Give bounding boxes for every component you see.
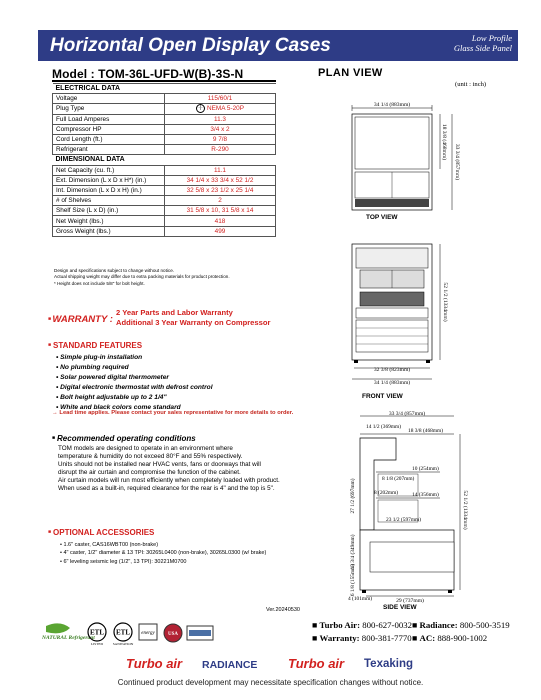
page-title: Horizontal Open Display Cases <box>50 35 331 56</box>
table-row <box>53 226 276 236</box>
dim-side-e: 8 (202mm) <box>374 490 399 496</box>
dim-side-b: 18 3/8 (468mm) <box>408 428 444 434</box>
table-row <box>53 206 276 216</box>
warranty-details <box>116 308 270 327</box>
etl-sanitation-logo <box>112 622 134 647</box>
table-row <box>53 185 276 195</box>
list-item: • 6" leveling seismic leg (1/2", 13 TPI): 30221M0700 <box>60 558 187 565</box>
side-view-drawing <box>330 410 510 605</box>
spec-label: Full Load Amperes <box>53 114 165 124</box>
dim-side-j: 52 1/2 (1334mm) <box>462 490 468 530</box>
spec-table <box>52 83 276 237</box>
contact-ac: ■ AC: 888-900-1002 <box>412 633 488 643</box>
dim-top-width: 34 1/4 (883mm) <box>373 102 411 108</box>
note-line: * Height does not include 5/8" for bolt height. <box>54 280 145 286</box>
usa-logo <box>162 622 184 647</box>
note-line: Actual shipping weight may differ due to extra packing materials for product protection. <box>54 274 230 280</box>
cert-text: NATURAL Refrigerant <box>42 635 95 641</box>
unit-label: (unit : inch) <box>455 81 487 88</box>
spec-value: ·|· NEMA 5-20P <box>165 104 276 114</box>
note-line: Design and specifications subject to change without notice. <box>54 268 175 273</box>
spec-value: 499 <box>165 226 276 236</box>
table-row <box>53 175 276 185</box>
contact-col-2 <box>412 619 510 645</box>
table-row <box>53 114 276 124</box>
brand-bar <box>118 654 448 674</box>
spec-label: Gross Weight (lbs.) <box>53 226 165 236</box>
turbo-air-logo: Turbo air <box>126 656 183 671</box>
dim-side-a: 14 1/2 (369mm) <box>366 424 402 430</box>
spec-label: Voltage <box>53 94 165 104</box>
version-label: Ver.20240530 <box>266 607 300 613</box>
text-line: Units should not be installed near HVAC vents, fans or doorways that will <box>58 460 261 468</box>
dimensional-heading: DIMENSIONAL DATA <box>53 155 276 165</box>
turbo-air-logo-2: Turbo air <box>288 656 345 671</box>
spec-label: Shelf Size (L x D) (in.) <box>53 206 165 216</box>
list-item: • 4" caster, 1/2" diameter & 13 TPI: 30265L0400 (non-brake), 30265L0300 (w/ brake) <box>60 550 267 557</box>
dim-side-d: 10 (254mm) <box>412 466 439 472</box>
text-line: Air curtain models will run most efficiently when completely loaded with product. <box>58 476 280 484</box>
spec-value: 9 7/8 <box>165 134 276 144</box>
radiance-logo: RADIANCE <box>202 659 258 671</box>
etl-logo <box>86 622 108 647</box>
features-heading: ■ STANDARD FEATURES <box>48 341 142 350</box>
front-view-label: FRONT VIEW <box>362 393 403 400</box>
list-item: • Simple plug-in installation <box>56 354 143 361</box>
list-item: • Bolt height adjustable up to 2 1/4" <box>56 394 167 401</box>
spec-label: Cord Length (ft.) <box>53 134 165 144</box>
dim-side-f: 14 (356mm) <box>412 492 439 498</box>
table-row <box>53 145 276 155</box>
electrical-heading: ELECTRICAL DATA <box>53 84 276 94</box>
contact-col-1 <box>312 619 412 645</box>
electrical-heading-row <box>53 84 276 94</box>
list-item: • White and black colors come standard <box>56 404 181 411</box>
spec-value: 31 5/8 x 10, 31 5/8 x 14 <box>165 206 276 216</box>
spec-label: Net Weight (lbs.) <box>53 216 165 226</box>
dim-side-c: 8 1/8 (207mm) <box>382 476 415 482</box>
spec-value: 34 1/4 x 33 3/4 x 52 1/2 <box>165 175 276 185</box>
spec-value: 11.1 <box>165 165 276 175</box>
spec-value: 11.3 <box>165 114 276 124</box>
table-row <box>53 216 276 226</box>
subtitle-line1: Low Profile <box>471 33 512 43</box>
table-row <box>53 104 276 114</box>
list-item: • Solar powered digital thermometer <box>56 374 169 381</box>
dim-front-inner-width: 32 3/8 (823mm) <box>373 367 411 373</box>
spec-label: Refrigerant <box>53 145 165 155</box>
side-view-label: SIDE VIEW <box>383 604 417 611</box>
leaf-icon <box>40 622 95 648</box>
clean-air-logo <box>186 622 214 647</box>
model-underline <box>52 80 276 82</box>
spec-value: 2 <box>165 196 276 206</box>
texaking-logo: Texaking <box>364 658 413 670</box>
table-row <box>53 94 276 104</box>
table-row <box>53 196 276 206</box>
dim-front-width: 34 1/4 (883mm) <box>373 380 411 386</box>
dim-side-m: 29 (737mm) <box>396 598 424 604</box>
svg-text:USA: USA <box>167 632 179 637</box>
natural-refrigerant-logo <box>40 622 95 647</box>
spec-label: # of Shelves <box>53 196 165 206</box>
dim-side-i: 13 3/4 (349mm) <box>350 534 356 570</box>
contact-warranty: ■ Warranty: 800-381-7770 <box>312 633 412 643</box>
dimensional-heading-row <box>53 155 276 165</box>
svg-text:ETL: ETL <box>115 628 131 637</box>
svg-text:energy: energy <box>141 631 155 636</box>
dim-front-height: 52 1/2 (1334mm) <box>442 282 448 322</box>
energy-logo <box>137 622 159 647</box>
spec-value: 418 <box>165 216 276 226</box>
features-list <box>56 353 213 413</box>
plan-view-heading: PLAN VIEW <box>318 67 383 79</box>
dim-side-k: 6 1/8 (155mm) <box>350 563 356 597</box>
dim-top-depth-inner: 18 3/8 (468mm) <box>441 123 447 161</box>
text-line: TOM models are designed to operate in an environment where <box>58 445 233 452</box>
dim-side-depth: 33 3/4 (857mm) <box>388 411 426 417</box>
spec-label: Net Capacity (cu. ft.) <box>53 165 165 175</box>
spec-notes <box>54 268 230 287</box>
warranty-bullet: ■ <box>48 316 53 322</box>
accessories-list <box>60 541 266 566</box>
contact-radiance: ■ Radiance: 800-500-3519 <box>412 620 510 630</box>
spec-label: Ext. Dimension (L x D x H*) (in.) <box>53 175 165 185</box>
accessories-heading: ■ OPTIONAL ACCESSORIES <box>48 528 154 537</box>
top-view-label: TOP VIEW <box>366 214 398 221</box>
contact-turbo-air: ■ Turbo Air: 800-627-0032 <box>312 620 413 630</box>
svg-text:SANITATION: SANITATION <box>112 642 134 646</box>
dim-top-depth: 33 3/4 (857mm) <box>454 143 460 181</box>
list-item: • No plumbing required <box>56 364 129 371</box>
spec-label: Compressor HP <box>53 124 165 134</box>
dim-side-g: 27 1/2 (697mm) <box>350 478 356 514</box>
spec-value: 115/60/1 <box>165 94 276 104</box>
spec-label: Int. Dimension (L x D x H) (in.) <box>53 185 165 195</box>
svg-text:ETL: ETL <box>89 628 105 637</box>
dim-side-l: 4 (101mm) <box>348 596 373 602</box>
text-line: temperature & humidity do not exceed 80°F and 55% respectively. <box>58 452 243 460</box>
spec-label: Plug Type <box>53 104 165 114</box>
header-band <box>38 30 518 61</box>
lead-time-note: → Lead time applies. Please contact your sales representative for more details to order. <box>52 410 294 416</box>
svg-text:LISTED: LISTED <box>90 642 104 646</box>
recommended-text <box>58 445 298 492</box>
warranty-label: ■ WARRANTY : <box>48 314 113 325</box>
dim-side-h: 23 1/2 (597mm) <box>386 517 422 523</box>
table-row <box>53 134 276 144</box>
text-line: disrupt the air curtain and compromise the function of the cabinet. <box>58 468 241 476</box>
footer-disclaimer: Continued product development may necessitate specification changes without notice. <box>117 678 424 687</box>
spec-value: 32 5/8 x 23 1/2 x 25 1/4 <box>165 185 276 195</box>
warranty-line: Additional 3 Year Warranty on Compressor <box>116 317 271 327</box>
plug-icon: ·|· <box>196 104 205 113</box>
header-subtitle <box>454 33 512 53</box>
model-label: Model : TOM-36L-UFD-W(B)-3S-N <box>52 67 244 81</box>
list-item: • Digital electronic thermostat with defrost control <box>56 384 213 391</box>
recommended-heading: ■ Recommended operating conditions <box>52 434 196 443</box>
spec-value: 3/4 x 2 <box>165 124 276 134</box>
text-line: When used as a built-in, required clearance for the rear is 4" and the top is 5". <box>58 484 275 492</box>
spec-value: R-290 <box>165 145 276 155</box>
warranty-line: 2 Year Parts and Labor Warranty <box>116 308 233 317</box>
table-row <box>53 124 276 134</box>
table-row <box>53 165 276 175</box>
front-view-drawing <box>340 240 480 388</box>
subtitle-line2: Glass Side Panel <box>453 43 512 53</box>
top-view-drawing <box>340 100 480 218</box>
list-item: • 1.6" caster, CAS16WBT00 (non-brake) <box>60 542 159 548</box>
